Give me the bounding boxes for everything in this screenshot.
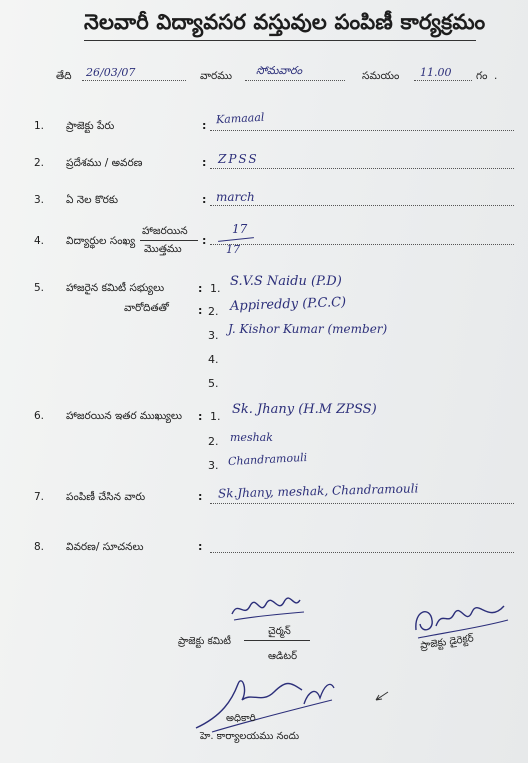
committee-member-2-name: Appireddy (P.C.C) xyxy=(229,294,347,315)
students-total-value: 17 xyxy=(226,243,240,256)
committee-member-1-number: 1. xyxy=(210,282,221,295)
field-1-colon: : xyxy=(202,119,207,132)
director-sign-label: ప్రాజెక్టు డైరెక్టర్ xyxy=(419,633,475,652)
field-1-dots xyxy=(210,130,514,131)
field-6-number: 6. xyxy=(34,410,45,422)
time-label: సమయం xyxy=(362,70,400,82)
field-7-colon: : xyxy=(198,490,203,503)
day-label: వారము xyxy=(200,70,232,82)
field-7-dots xyxy=(210,503,514,504)
field-2-value: ZPSS xyxy=(218,152,259,166)
auditor-sign-label: ఆడిటర్ xyxy=(268,651,298,662)
remarks-label: వివరణ/ సూచనలు xyxy=(66,541,144,553)
field-7-number: 7. xyxy=(34,491,45,503)
field-5-colon-2: : xyxy=(198,304,203,317)
field-3-colon: : xyxy=(202,193,207,206)
distributed-label: పంపిణీ చేసిన వారు xyxy=(66,491,146,503)
other-member-1-number: 1. xyxy=(210,410,221,423)
title-underline xyxy=(84,40,476,41)
day-value: సోమవారం xyxy=(256,64,303,77)
committee-member-4-number: 4. xyxy=(208,353,219,366)
other-member-3-name: Chandramouli xyxy=(227,450,308,469)
others-label: హాజరయిన ఇతర ముఖ్యులు xyxy=(66,410,183,422)
field-2-label: ప్రదేశము / అవరణ xyxy=(66,157,143,169)
field-6-colon: : xyxy=(198,410,203,423)
students-present-value: 17 xyxy=(232,222,248,236)
field-4-colon: : xyxy=(202,234,207,247)
field-1-number: 1. xyxy=(34,120,45,132)
students-total-label: మొత్తము xyxy=(144,243,182,255)
field-8-colon: : xyxy=(198,540,203,553)
hm-sign-label: హె. కార్యాలయము నందు xyxy=(200,731,300,742)
other-member-3-number: 3. xyxy=(208,459,219,472)
committee-member-5-number: 5. xyxy=(208,377,219,390)
field-5-number: 5. xyxy=(34,282,45,294)
other-member-2-name: meshak xyxy=(230,431,273,444)
chairman-signature xyxy=(228,592,308,626)
field-3-label: ఏ నెల కొరకు xyxy=(66,194,118,206)
committee-sublabel: వారోదితతో xyxy=(124,302,169,314)
field-3-value: march xyxy=(216,190,255,204)
field-8-dots xyxy=(210,552,514,553)
chairman-sign-label: చైర్మన్ xyxy=(268,626,291,637)
officer-signature xyxy=(192,670,342,736)
distributed-value: Sk.Jhany, meshak, Chandramouli xyxy=(217,481,419,501)
committee-member-3-number: 3. xyxy=(208,329,219,342)
committee-member-3-name: J. Kishor Kumar (member) xyxy=(228,322,388,336)
committee-sign-label: ప్రాజెక్టు కమిటీ xyxy=(178,636,231,647)
officer-sign-label: అధికారి xyxy=(226,713,256,724)
date-dots xyxy=(82,80,186,81)
chairman-sign-rule xyxy=(244,640,310,641)
time-dots xyxy=(414,80,472,81)
time-suffix: గం xyxy=(476,70,488,82)
other-member-1-name: Sk. Jhany (H.M ZPSS) xyxy=(232,402,377,417)
committee-member-1-name: S.V.S Naidu (P.D) xyxy=(230,274,342,289)
field-2-number: 2. xyxy=(34,157,45,169)
field-2-colon: : xyxy=(202,156,207,169)
field-1-value: Kamaaal xyxy=(215,110,265,127)
committee-label: హాజరైన కమిటీ సభ్యులు xyxy=(66,282,165,294)
date-label: తేది xyxy=(56,70,72,82)
field-3-dots xyxy=(210,205,514,206)
date-value: 26/03/07 xyxy=(86,66,136,79)
time-value: 11.00 xyxy=(420,66,452,79)
time-suffix-dot: . xyxy=(494,70,498,82)
field-1-label: ప్రాజెక్టు పేరు xyxy=(66,120,115,132)
committee-member-2-number: 2. xyxy=(208,305,219,318)
field-4-dots xyxy=(210,244,514,245)
students-fraction-rule xyxy=(140,240,198,241)
students-present-label: హాజరయిన xyxy=(142,225,188,237)
other-member-2-number: 2. xyxy=(208,435,219,448)
field-4-number: 4. xyxy=(34,235,45,247)
students-label: విద్యార్థుల సంఖ్య xyxy=(66,235,136,247)
field-5-colon: : xyxy=(198,282,203,295)
field-2-dots xyxy=(210,168,514,169)
field-8-number: 8. xyxy=(34,541,45,553)
arrow-mark-icon xyxy=(372,690,390,702)
students-value-rule xyxy=(218,237,254,242)
form-title: నెలవారీ విద్యావసర వస్తువుల పంపిణీ కార్యక్రమం xyxy=(84,10,486,34)
day-dots xyxy=(245,80,345,81)
field-3-number: 3. xyxy=(34,194,45,206)
